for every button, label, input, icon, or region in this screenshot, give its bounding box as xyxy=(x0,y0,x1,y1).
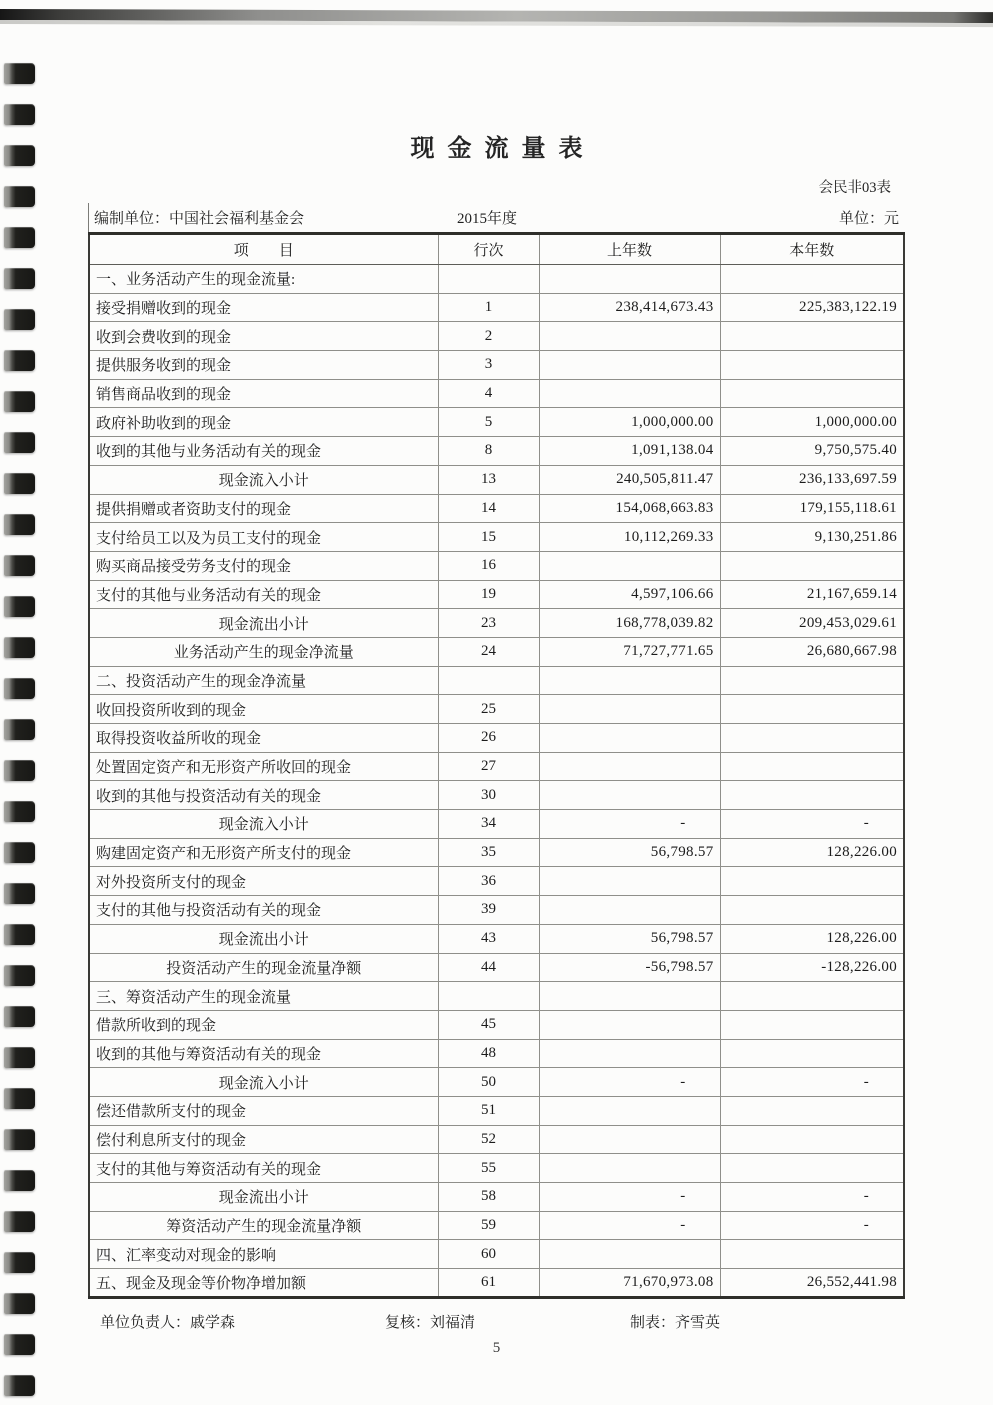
cell-curr: 9,130,251.86 xyxy=(720,523,904,552)
cell-line: 19 xyxy=(438,580,539,609)
binding-ring-icon xyxy=(4,1088,35,1109)
table-row xyxy=(89,695,904,724)
cell-line: 48 xyxy=(438,1039,539,1068)
cell-prev xyxy=(539,551,720,580)
table-row xyxy=(89,1010,904,1039)
cell-prev xyxy=(539,695,720,724)
cell-prev: 1,000,000.00 xyxy=(539,408,720,437)
cell-prev xyxy=(539,1154,720,1183)
table-row xyxy=(89,924,904,953)
cell-prev: 168,778,039.82 xyxy=(539,609,720,638)
binding-ring-icon xyxy=(4,719,35,740)
cell-item: 提供服务收到的现金 xyxy=(89,351,438,380)
cell-item: 支付的其他与业务活动有关的现金 xyxy=(89,580,438,609)
cell-item: 五、现金及现金等价物净增加额 xyxy=(89,1269,438,1298)
cell-prev xyxy=(539,351,720,380)
cell-curr: 179,155,118.61 xyxy=(720,494,904,523)
preparer: 制表：齐雪英 xyxy=(630,1315,721,1331)
cell-item: 提供捐赠或者资助支付的现金 xyxy=(89,494,438,523)
cashflow-table-body xyxy=(89,265,904,1298)
cell-prev: 240,505,811.47 xyxy=(539,465,720,494)
table-row xyxy=(89,781,904,810)
table-row xyxy=(89,265,904,294)
cell-curr xyxy=(720,1039,904,1068)
cell-item: 对外投资所支付的现金 xyxy=(89,867,438,896)
table-row xyxy=(89,551,904,580)
cell-item: 收到的其他与投资活动有关的现金 xyxy=(89,781,438,810)
cell-item: 投资活动产生的现金流量净额 xyxy=(89,953,438,982)
cell-line: 61 xyxy=(438,1269,539,1298)
table-row xyxy=(89,322,904,351)
cell-curr: - xyxy=(720,1211,904,1240)
cell-curr: 128,226.00 xyxy=(720,924,904,953)
table-row xyxy=(89,1154,904,1183)
cell-curr: 128,226.00 xyxy=(720,838,904,867)
cell-prev xyxy=(539,781,720,810)
cell-curr xyxy=(720,1010,904,1039)
cell-item: 现金流入小计 xyxy=(89,810,438,839)
currency-unit: 单位：元 xyxy=(838,211,899,227)
cell-prev: 10,112,269.33 xyxy=(539,523,720,552)
cell-curr xyxy=(720,1125,904,1154)
cell-line: 55 xyxy=(438,1154,539,1183)
cell-item: 收回投资所收到的现金 xyxy=(89,695,438,724)
cell-curr xyxy=(720,551,904,580)
binding-ring-icon xyxy=(4,1293,35,1314)
binding-ring-icon xyxy=(4,1006,35,1027)
table-row xyxy=(89,1269,904,1298)
cell-line: 36 xyxy=(438,867,539,896)
form-code: 会民非03表 xyxy=(818,180,891,196)
cell-prev xyxy=(539,379,720,408)
table-row xyxy=(89,724,904,753)
cell-line: 15 xyxy=(438,523,539,552)
cell-line: 35 xyxy=(438,838,539,867)
cell-prev: -56,798.57 xyxy=(539,953,720,982)
cell-item: 现金流入小计 xyxy=(89,1068,438,1097)
cell-item: 四、汇率变动对现金的影响 xyxy=(89,1240,438,1269)
cell-line: 60 xyxy=(438,1240,539,1269)
cell-prev: 71,727,771.65 xyxy=(539,637,720,666)
table-row xyxy=(89,810,904,839)
binding-ring-icon xyxy=(4,965,35,986)
cell-item: 支付的其他与筹资活动有关的现金 xyxy=(89,1154,438,1183)
cell-item: 收到会费收到的现金 xyxy=(89,322,438,351)
cell-line: 59 xyxy=(438,1211,539,1240)
cell-item: 业务活动产生的现金净流量 xyxy=(89,637,438,666)
header-line-no: 行次 xyxy=(438,234,539,265)
cell-line: 30 xyxy=(438,781,539,810)
binding-ring-icon xyxy=(4,186,35,207)
binding-ring-icon xyxy=(4,104,35,125)
reviewer: 复核：刘福清 xyxy=(385,1315,476,1331)
cell-prev xyxy=(539,724,720,753)
binding-ring-icon xyxy=(4,596,35,617)
cell-prev: 238,414,673.43 xyxy=(539,293,720,322)
table-row xyxy=(89,953,904,982)
cell-line: 14 xyxy=(438,494,539,523)
table-row xyxy=(89,351,904,380)
table-header-row xyxy=(89,234,904,265)
cell-line: 26 xyxy=(438,724,539,753)
table-row xyxy=(89,752,904,781)
cell-curr: 225,383,122.19 xyxy=(720,293,904,322)
table-row xyxy=(89,1068,904,1097)
cell-prev: - xyxy=(539,1068,720,1097)
table-row xyxy=(89,982,904,1011)
cell-prev xyxy=(539,666,720,695)
cell-curr xyxy=(720,867,904,896)
cell-line: 4 xyxy=(438,379,539,408)
cell-line xyxy=(438,982,539,1011)
cell-line: 8 xyxy=(438,437,539,466)
table-row xyxy=(89,1125,904,1154)
cell-prev xyxy=(539,1096,720,1125)
cell-item: 购买商品接受劳务支付的现金 xyxy=(89,551,438,580)
cell-line: 39 xyxy=(438,896,539,925)
table-row xyxy=(89,1211,904,1240)
cell-item: 支付给员工以及为员工支付的现金 xyxy=(89,523,438,552)
table-row xyxy=(89,465,904,494)
cell-prev xyxy=(539,1240,720,1269)
cell-item: 现金流出小计 xyxy=(89,1183,438,1212)
binding-ring-icon xyxy=(4,63,35,84)
binding-ring-icon xyxy=(4,268,35,289)
cell-curr: 236,133,697.59 xyxy=(720,465,904,494)
cell-curr xyxy=(720,752,904,781)
table-row xyxy=(89,494,904,523)
table-row xyxy=(89,838,904,867)
cell-prev xyxy=(539,867,720,896)
cell-curr xyxy=(720,724,904,753)
binding-ring-icon xyxy=(4,842,35,863)
cell-curr: 9,750,575.40 xyxy=(720,437,904,466)
cell-curr: - xyxy=(720,810,904,839)
cell-curr: 1,000,000.00 xyxy=(720,408,904,437)
table-row xyxy=(89,293,904,322)
binding-ring-icon xyxy=(4,432,35,453)
cell-line: 52 xyxy=(438,1125,539,1154)
cell-prev xyxy=(539,896,720,925)
cell-curr xyxy=(720,1240,904,1269)
cell-curr: -128,226.00 xyxy=(720,953,904,982)
binding-ring-icon xyxy=(4,514,35,535)
cell-item: 筹资活动产生的现金流量净额 xyxy=(89,1211,438,1240)
binding-ring-icon xyxy=(4,391,35,412)
cell-curr xyxy=(720,379,904,408)
cell-curr xyxy=(720,1096,904,1125)
cell-prev xyxy=(539,982,720,1011)
binding-ring-icon xyxy=(4,637,35,658)
cell-line: 23 xyxy=(438,609,539,638)
cell-curr xyxy=(720,351,904,380)
cell-prev xyxy=(539,1125,720,1154)
cell-item: 现金流出小计 xyxy=(89,924,438,953)
cell-prev: - xyxy=(539,1211,720,1240)
cell-prev: - xyxy=(539,1183,720,1212)
cell-curr: 209,453,029.61 xyxy=(720,609,904,638)
cell-line: 16 xyxy=(438,551,539,580)
cell-prev xyxy=(539,1039,720,1068)
binding-ring-icon xyxy=(4,1375,35,1396)
binding-ring-icon xyxy=(4,801,35,822)
cell-prev xyxy=(539,265,720,294)
cashflow-table xyxy=(88,232,905,1299)
cell-prev xyxy=(539,1010,720,1039)
responsible-person: 单位负责人：戚学森 xyxy=(100,1315,236,1331)
binding-ring-icon xyxy=(4,1252,35,1273)
binding-ring-icon xyxy=(4,924,35,945)
cell-item: 取得投资收益所收的现金 xyxy=(89,724,438,753)
cell-curr xyxy=(720,695,904,724)
table-row xyxy=(89,379,904,408)
cell-item: 政府补助收到的现金 xyxy=(89,408,438,437)
cell-curr xyxy=(720,1154,904,1183)
cell-curr: 21,167,659.14 xyxy=(720,580,904,609)
cell-curr: 26,552,441.98 xyxy=(720,1269,904,1298)
cell-curr xyxy=(720,896,904,925)
cell-item: 偿还借款所支付的现金 xyxy=(89,1096,438,1125)
binding-ring-icon xyxy=(4,883,35,904)
cell-curr xyxy=(720,265,904,294)
table-row xyxy=(89,1096,904,1125)
cell-line: 5 xyxy=(438,408,539,437)
binding-ring-icon xyxy=(4,473,35,494)
table-row xyxy=(89,408,904,437)
cell-item: 销售商品收到的现金 xyxy=(89,379,438,408)
table-row xyxy=(89,637,904,666)
cell-line: 43 xyxy=(438,924,539,953)
cell-curr: - xyxy=(720,1068,904,1097)
cell-prev: 56,798.57 xyxy=(539,838,720,867)
table-row xyxy=(89,523,904,552)
cell-line: 24 xyxy=(438,637,539,666)
cell-item: 偿付利息所支付的现金 xyxy=(89,1125,438,1154)
header-item: 项 目 xyxy=(89,234,438,265)
cell-curr xyxy=(720,666,904,695)
cell-item: 接受捐赠收到的现金 xyxy=(89,293,438,322)
cell-line: 25 xyxy=(438,695,539,724)
table-row xyxy=(89,580,904,609)
cell-curr xyxy=(720,982,904,1011)
binding-ring-icon xyxy=(4,1170,35,1191)
cell-line: 2 xyxy=(438,322,539,351)
cell-prev: 71,670,973.08 xyxy=(539,1269,720,1298)
cell-line xyxy=(438,666,539,695)
binding-ring-icon xyxy=(4,1211,35,1232)
cell-curr: 26,680,667.98 xyxy=(720,637,904,666)
cell-line: 58 xyxy=(438,1183,539,1212)
cell-item: 支付的其他与投资活动有关的现金 xyxy=(89,896,438,925)
cell-item: 收到的其他与筹资活动有关的现金 xyxy=(89,1039,438,1068)
cell-line: 50 xyxy=(438,1068,539,1097)
cell-item: 借款所收到的现金 xyxy=(89,1010,438,1039)
table-row xyxy=(89,666,904,695)
cell-item: 收到的其他与业务活动有关的现金 xyxy=(89,437,438,466)
cell-item: 现金流出小计 xyxy=(89,609,438,638)
cell-item: 购建固定资产和无形资产所支付的现金 xyxy=(89,838,438,867)
cell-line: 13 xyxy=(438,465,539,494)
cell-line: 1 xyxy=(438,293,539,322)
cell-item: 处置固定资产和无形资产所收回的现金 xyxy=(89,752,438,781)
table-row xyxy=(89,1183,904,1212)
binding-ring-icon xyxy=(4,678,35,699)
cell-line: 3 xyxy=(438,351,539,380)
table-row xyxy=(89,1240,904,1269)
spiral-binding xyxy=(0,0,44,1405)
cell-line: 44 xyxy=(438,953,539,982)
cell-item: 二、投资活动产生的现金净流量 xyxy=(89,666,438,695)
fiscal-period: 2015年度 xyxy=(457,211,518,227)
cell-line: 34 xyxy=(438,810,539,839)
cell-prev: 154,068,663.83 xyxy=(539,494,720,523)
cell-line: 51 xyxy=(438,1096,539,1125)
header-prev-year: 上年数 xyxy=(539,234,720,265)
binding-ring-icon xyxy=(4,1129,35,1150)
table-row xyxy=(89,437,904,466)
cell-prev xyxy=(539,322,720,351)
statement-info-row xyxy=(88,203,903,232)
header-curr-year: 本年数 xyxy=(720,234,904,265)
cell-line: 27 xyxy=(438,752,539,781)
cell-item: 三、筹资活动产生的现金流量 xyxy=(89,982,438,1011)
binding-ring-icon xyxy=(4,555,35,576)
binding-ring-icon xyxy=(4,309,35,330)
cashflow-statement xyxy=(88,203,903,1299)
binding-ring-icon xyxy=(4,760,35,781)
cell-curr xyxy=(720,322,904,351)
cell-line xyxy=(438,265,539,294)
cell-item: 现金流入小计 xyxy=(89,465,438,494)
table-row xyxy=(89,896,904,925)
table-row xyxy=(89,867,904,896)
table-row xyxy=(89,1039,904,1068)
prepared-by: 编制单位：中国社会福利基金会 xyxy=(94,211,305,227)
page-number: 5 xyxy=(492,1340,501,1356)
cell-prev: 56,798.57 xyxy=(539,924,720,953)
cell-curr: - xyxy=(720,1183,904,1212)
cell-curr xyxy=(720,781,904,810)
binding-ring-icon xyxy=(4,1047,35,1068)
cell-line: 45 xyxy=(438,1010,539,1039)
cell-prev: - xyxy=(539,810,720,839)
binding-ring-icon xyxy=(4,350,35,371)
cell-prev: 1,091,138.04 xyxy=(539,437,720,466)
cell-prev: 4,597,106.66 xyxy=(539,580,720,609)
binding-ring-icon xyxy=(4,227,35,248)
page-title: 现金流量表 xyxy=(410,136,596,162)
table-row xyxy=(89,609,904,638)
cell-prev xyxy=(539,752,720,781)
cell-item: 一、业务活动产生的现金流量: xyxy=(89,265,438,294)
